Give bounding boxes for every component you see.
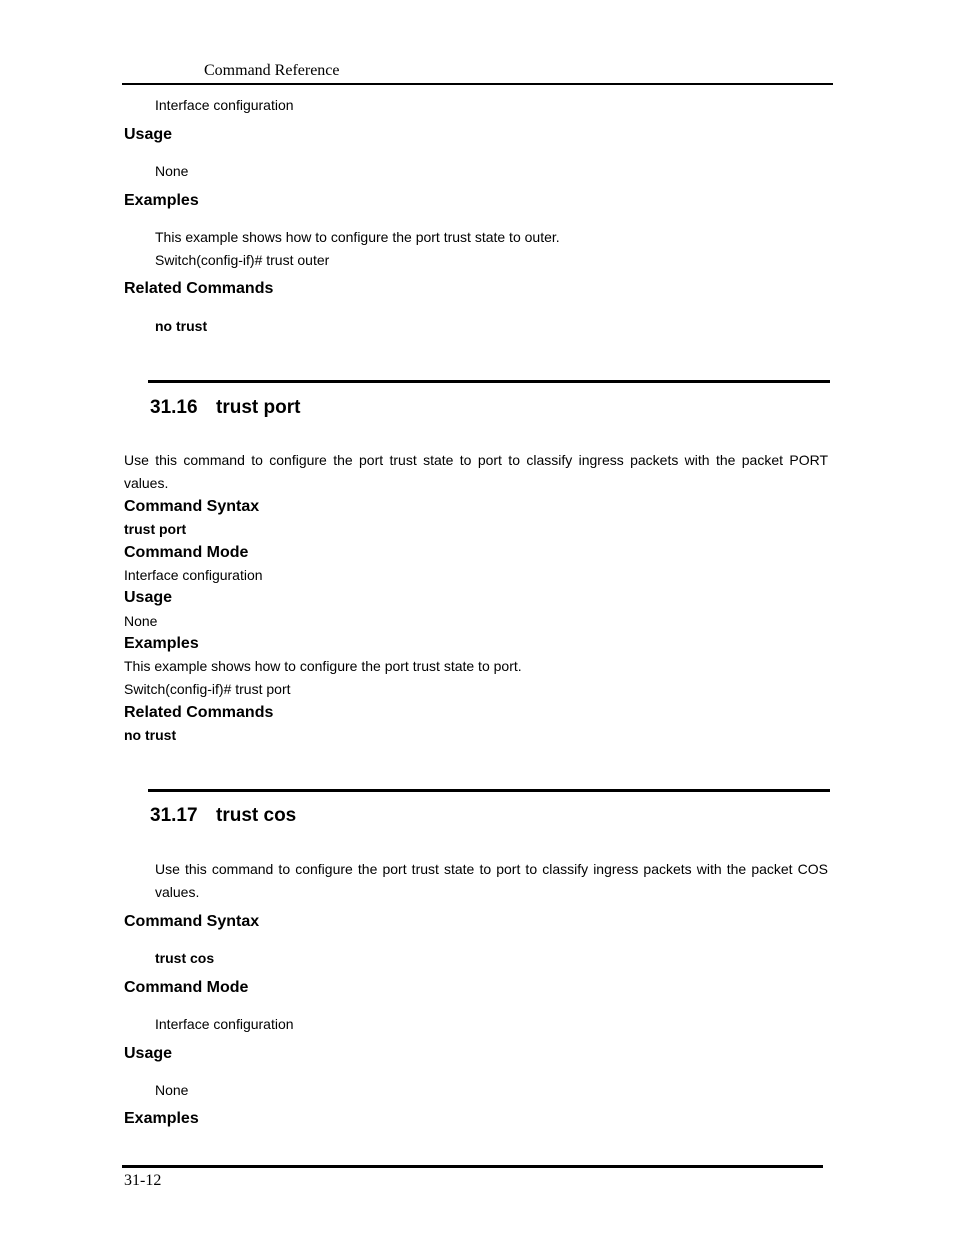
example-description: This example shows how to configure the port trust state to port. <box>124 658 522 674</box>
usage-value: None <box>124 613 158 629</box>
usage-value: None <box>155 163 189 179</box>
usage-value: None <box>155 1082 189 1098</box>
related-commands-heading: Related Commands <box>124 704 274 721</box>
footer-rule <box>122 1165 823 1168</box>
header-title: Command Reference <box>204 62 340 79</box>
examples-heading: Examples <box>124 1110 199 1127</box>
section-title: trust cos <box>216 805 297 826</box>
example-command: Switch(config-if)# trust outer <box>155 252 330 268</box>
examples-heading: Examples <box>124 192 199 209</box>
command-mode-heading: Command Mode <box>124 544 249 561</box>
section-description: Use this command to configure the port trust state to port to classify ingress packets with the packet PORT values. <box>124 452 828 491</box>
command-mode-heading: Command Mode <box>124 979 249 996</box>
usage-heading: Usage <box>124 1045 173 1062</box>
page-number: 31-12 <box>124 1172 162 1189</box>
section-number: 31.17 <box>150 805 198 826</box>
command-mode-value: Interface configuration <box>155 1016 294 1032</box>
section-title: trust port <box>216 397 301 418</box>
examples-heading: Examples <box>124 635 199 652</box>
command-mode-value: Interface configuration <box>155 97 294 113</box>
section-description: Use this command to configure the port trust state to port to classify ingress packets with the packet COS values. <box>155 861 828 900</box>
command-syntax-value: trust cos <box>155 950 215 966</box>
command-syntax-heading: Command Syntax <box>124 913 260 930</box>
related-command-link[interactable]: no trust <box>124 727 177 743</box>
section-rule <box>148 789 830 792</box>
example-command: Switch(config-if)# trust port <box>124 681 291 697</box>
command-syntax-heading: Command Syntax <box>124 498 260 515</box>
usage-heading: Usage <box>124 126 173 143</box>
section-number: 31.16 <box>150 397 198 418</box>
command-syntax-value: trust port <box>124 521 187 537</box>
command-mode-value: Interface configuration <box>124 567 263 583</box>
section-rule <box>148 380 830 383</box>
related-command-link[interactable]: no trust <box>155 318 208 334</box>
related-commands-heading: Related Commands <box>124 280 274 297</box>
usage-heading: Usage <box>124 589 173 606</box>
header-rule <box>122 83 833 85</box>
example-description: This example shows how to configure the port trust state to outer. <box>155 229 560 245</box>
